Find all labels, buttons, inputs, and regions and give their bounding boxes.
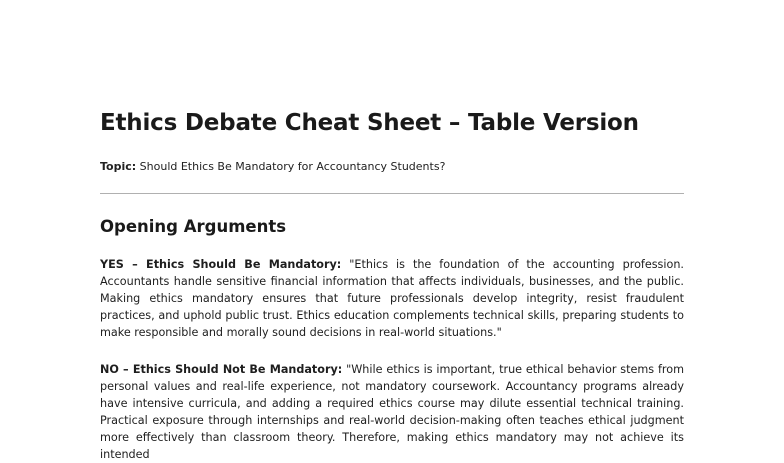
argument-yes-paragraph xyxy=(100,256,684,341)
argument-yes-text: "Ethics is the foundation of the accounting profession. Accountants handle sensitive financial information that affects individuals, businesses, and the public. Making ethics mandatory ensures that future professionals develop integrity, resist fraudulent practices, and uphold public trust. Ethics education complements technical skills, preparing students to make responsible and morally sound decisions in real-world situations." xyxy=(100,258,684,339)
document-title: Ethics Debate Cheat Sheet – Table Version xyxy=(100,110,639,136)
section-heading-opening-arguments: Opening Arguments xyxy=(100,217,287,236)
argument-yes-label: YES – Ethics Should Be Mandatory: xyxy=(100,258,342,271)
topic-label: Topic: xyxy=(100,160,137,173)
argument-no-text: "While ethics is important, true ethical behavior stems from personal values and real-life experience, not mandatory coursework. Accountancy programs already have intensive curricula, and adding a required ethics course may dilute essential technical training. Practical exposure through internships and real-world decision-making often teaches ethical judgment more effectively than classroom theory. Therefore, making ethics mandatory may not achieve its intended xyxy=(100,363,684,461)
topic-line xyxy=(100,160,445,173)
argument-no-paragraph xyxy=(100,361,684,463)
horizontal-divider xyxy=(100,193,684,194)
argument-no-label: NO – Ethics Should Not Be Mandatory: xyxy=(100,363,343,376)
topic-text: Should Ethics Be Mandatory for Accountancy Students? xyxy=(136,160,446,173)
